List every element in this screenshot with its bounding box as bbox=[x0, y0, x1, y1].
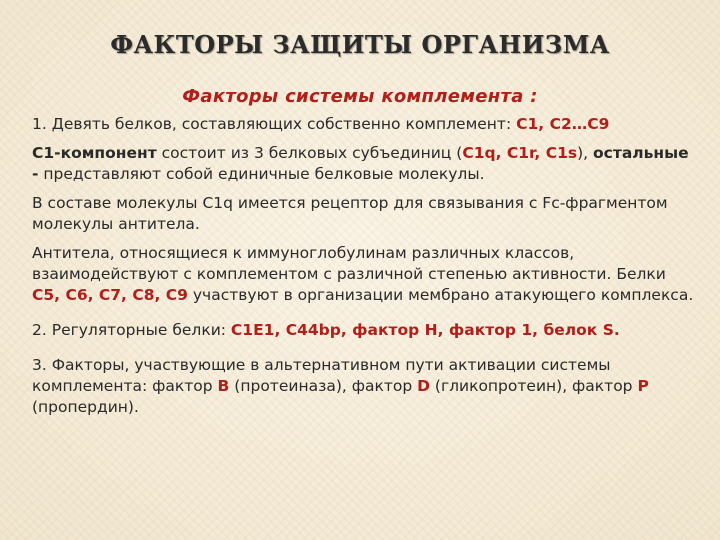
p4-highlight: С5, С6, С7, С8, С9 bbox=[32, 286, 188, 304]
p2-text3: представляют собой единичные белковые молекулы. bbox=[38, 165, 485, 183]
p1-text: 1. Девять белков, составляющих собственно комплемент: bbox=[32, 115, 517, 133]
p5-text: 2. Регуляторные белки: bbox=[32, 321, 231, 339]
p6-factor-b: В bbox=[217, 377, 230, 395]
p2-highlight: C1q, C1r, C1s bbox=[462, 144, 578, 162]
paragraph-regulatory-proteins bbox=[32, 320, 697, 341]
p3-text: В составе молекулы С1q имеется рецептор для связывания с Fc-фрагментом молекулы антитела. bbox=[32, 194, 668, 233]
p6-text4: (пропердин). bbox=[32, 398, 139, 416]
paragraph-c1q-receptor bbox=[32, 193, 697, 235]
paragraph-alternative-pathway bbox=[32, 355, 697, 418]
slide-subtitle: Факторы системы комплемента : bbox=[182, 86, 538, 107]
slide-title: ФАКТОРЫ ЗАЩИТЫ ОРГАНИЗМА bbox=[110, 30, 610, 59]
p2-text2: ), bbox=[577, 144, 593, 162]
p4-text1: Антитела, относящиеся к иммуноглобулинам различных классов, взаимодействуют с комплементом с различной степенью активности. Белки bbox=[32, 244, 666, 283]
p6-factor-d: D bbox=[417, 377, 430, 395]
p4-text2: участвуют в организации мембрано атакующего комплекса. bbox=[187, 286, 694, 304]
p6-text2: (протеиназа), фактор bbox=[229, 377, 418, 395]
paragraph-antibodies bbox=[32, 243, 697, 306]
p1-highlight: С1, С2…С9 bbox=[516, 115, 610, 133]
paragraph-c1-component bbox=[32, 143, 697, 185]
p6-factor-p: Р bbox=[637, 377, 649, 395]
content-body bbox=[32, 114, 697, 426]
p6-text1: 3. Факторы, участвующие в альтернативном пути активации системы комплемента: фактор bbox=[32, 356, 611, 395]
p2-lead: С1-компонент bbox=[32, 144, 157, 162]
p2-text1: состоит из 3 белковых субъединиц ( bbox=[156, 144, 463, 162]
paragraph-complement-proteins bbox=[32, 114, 697, 135]
p2-bold: остальные - bbox=[32, 144, 689, 183]
p5-highlight: С1Е1, С44bp, фактор Н, фактор 1, белок S. bbox=[230, 321, 620, 339]
p6-text3: (гликопротеин), фактор bbox=[429, 377, 638, 395]
